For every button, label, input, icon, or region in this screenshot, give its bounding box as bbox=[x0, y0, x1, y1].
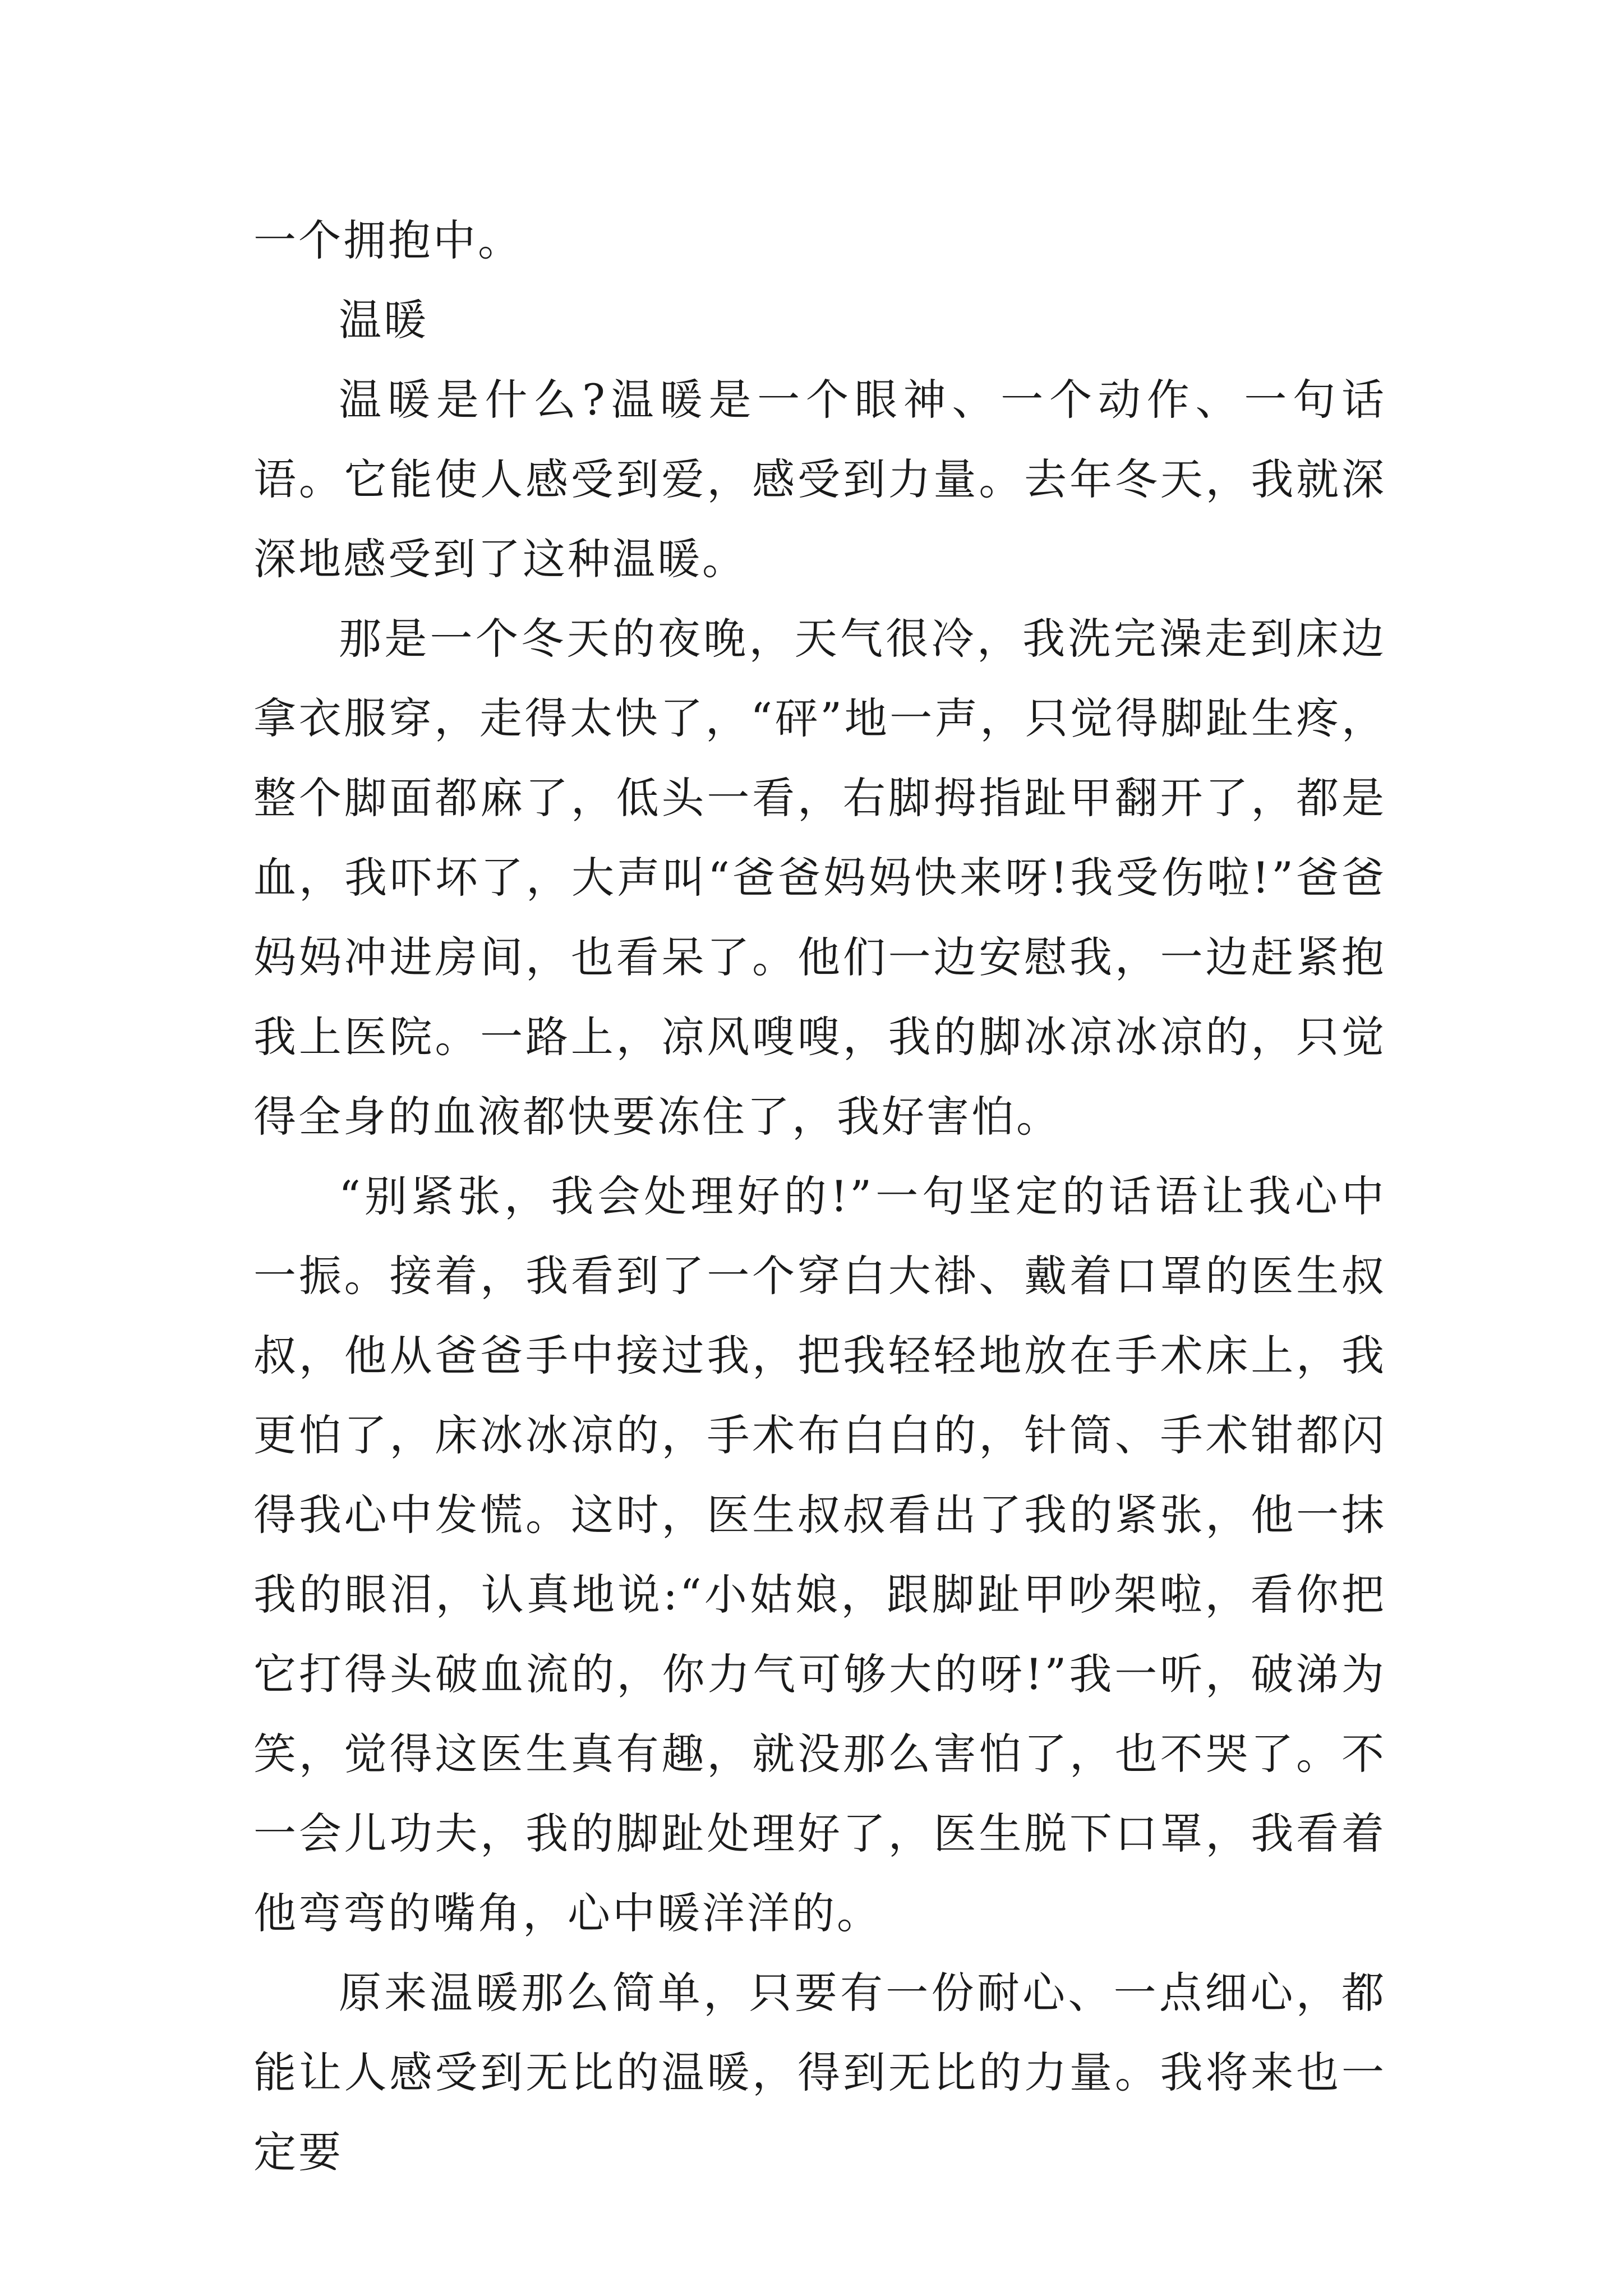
paragraph-2: 那是一个冬天的夜晚，天气很冷，我洗完澡走到床边拿衣服穿，走得太快了，“砰”地一声，只觉得脚趾生疼，整个脚面都麻了，低头一看，右脚拇指趾甲翻开了，都是血，我吓坏了，大声叫“爸爸妈妈快来呀!我受伤啦!”爸爸妈妈冲进房间，也看呆了。他们一边安慰我，一边赶紧抱我上医院。一路上，凉风嗖嗖，我的脚冰凉冰凉的，只觉得全身的血液都快要冻住了，我好害怕。 bbox=[253, 614, 1386, 1142]
essay-heading: 温暖 bbox=[339, 295, 428, 345]
paragraph-4: 原来温暖那么简单，只要有一份耐心、一点细心，都能让人感受到无比的温暖，得到无比的力量。我将来也一定要 bbox=[253, 1968, 1386, 2177]
continuation-line: 一个拥抱中。 bbox=[253, 215, 523, 265]
paragraph-3: “别紧张，我会处理好的!”一句坚定的话语让我心中一振。接着，我看到了一个穿白大褂、戴着口罩的医生叔叔，他从爸爸手中接过我，把我轻轻地放在手术床上，我更怕了，床冰冰凉的，手术布白白的，针筒、手术钳都闪得我心中发慌。这时，医生叔叔看出了我的紧张，他一抹我的眼泪，认真地说:“小姑娘，跟脚趾甲吵架啦，看你把它打得头破血流的，你力气可够大的呀!”我一听，破涕为笑，觉得这医生真有趣，就没那么害怕了，也不哭了。不一会儿功夫，我的脚趾处理好了，医生脱下口罩，我看着他弯弯的嘴角，心中暖洋洋的。 bbox=[253, 1171, 1386, 1938]
document-body bbox=[253, 201, 1386, 2192]
paragraph-1: 温暖是什么?温暖是一个眼神、一个动作、一句话语。它能使人感受到爱，感受到力量。去年冬天，我就深深地感受到了这种温暖。 bbox=[253, 375, 1386, 584]
